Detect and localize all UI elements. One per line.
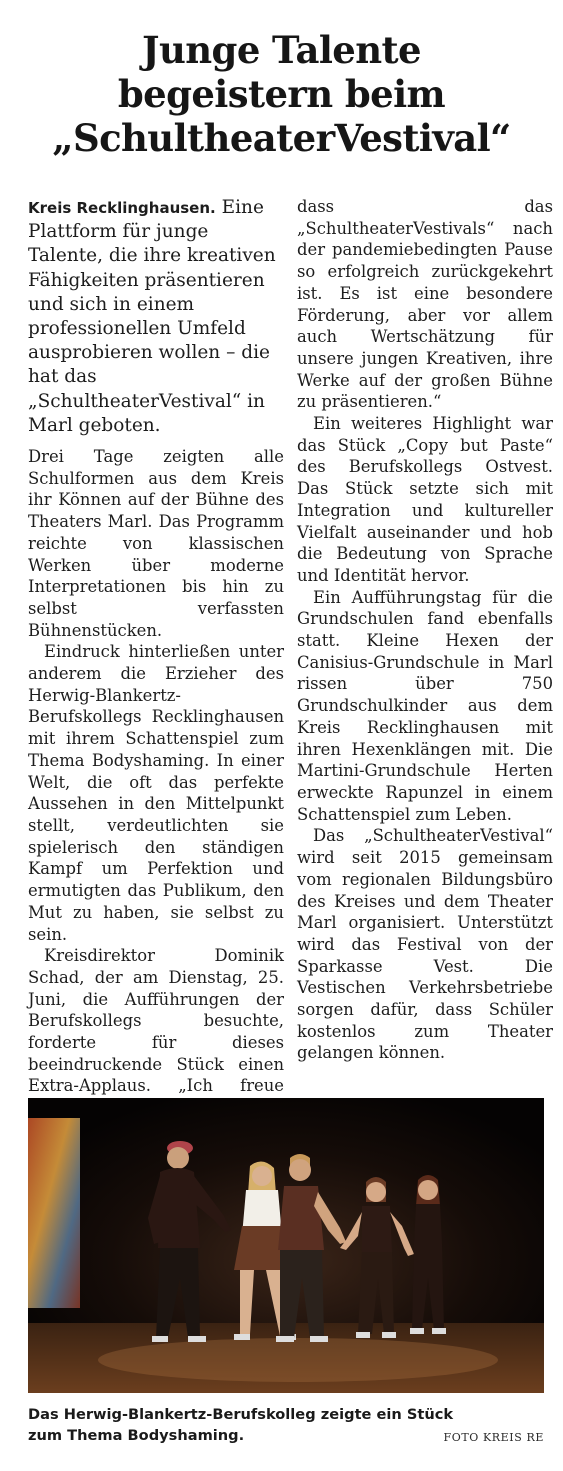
- dateline: Kreis Recklinghausen.: [28, 199, 216, 217]
- article-paragraph: Das „SchultheaterVestival“ wird seit 2015 gemeinsam vom regionalen Bildungsbüro des Kreises und dem Theater Marl organisiert. Unterstützt wird das Festival von der Sparkasse Vest. Die Vestischen Verkehrsbetriebe sorgen dafür, dass Schüler kostenlos zum Theater gelangen können.: [297, 826, 553, 1063]
- article-paragraph-continued: dass das „SchultheaterVestivals“ nach der pandemiebedingten Pause so erfolgreich zurückgekehrt ist. Es ist eine besondere Förderung, aber vor allem auch Wertschätzung für unsere jungen Kreativen, ihre Werke auf der großen Bühne zu präsentieren.“: [297, 197, 553, 412]
- headline-line-2: begeistern beim: [117, 72, 446, 116]
- article-paragraph: Ein Aufführungstag für die Grundschulen fand ebenfalls statt. Kleine Hexen der Canisius-Grundschule in Marl rissen über 750 Grundschulkinder aus dem Kreis Recklinghausen mit ihren Hexenklängen mit. Die Martini-Grundschule Herten erweckte Rapunzel in einem Schattenspiel zum Leben.: [297, 587, 553, 824]
- headline-line-3: „SchultheaterVestival“: [52, 116, 511, 160]
- article-paragraph: Eindruck hinterließen unter anderem die Erzieher des Herwig-Blankertz-Berufskollegs Recklinghausen mit ihrem Schattenspiel zum Thema Bodyshaming. In einer Welt, die oft das perfekte Aussehen in den Mittelpunkt stellt, verdeutlichten sie spielerisch den ständigen Kampf um Perfektion und ermutigten das Publikum, den Mut zu haben, sie selbst zu sein.: [28, 642, 284, 944]
- article-paragraph: Kreisdirektor Dominik Schad, der am Dienstag, 25. Juni, die Aufführungen der Berufskollegs besuchte, forderte für dieses beeindruckende Stück einen Extra-Applaus. „Ich freue: [28, 946, 284, 1096]
- stage-photo-illustration: [28, 1098, 544, 1393]
- headline-line-1: Junge Talente: [142, 28, 421, 72]
- article-column-left: [28, 196, 284, 1119]
- photo-credit: FOTO KREIS RE: [443, 1431, 544, 1444]
- stage-photo: [28, 1098, 544, 1393]
- lead-text: Eine Plattform für junge Talente, die ihre kreativen Fähigkeiten präsentieren und sich in einem professionellen Umfeld ausprobieren wollen – die hat das „SchultheaterVestival“ in Marl geboten.: [28, 197, 276, 436]
- headline: [20, 28, 543, 160]
- backdrop-painting: [28, 1118, 80, 1308]
- article-column-right: [297, 196, 553, 1064]
- article-lead: [28, 196, 284, 438]
- article-paragraph: Drei Tage zeigten alle Schulformen aus dem Kreis ihr Können auf der Bühne des Theaters Marl. Das Programm reichte von klassischen Werken über moderne Interpretationen bis hin zu selbst verfassten Bühnenstücken.: [28, 447, 284, 640]
- photo-caption: Das Herwig-Blankertz-Berufskolleg zeigte ein Stück zum Thema Bodyshaming.: [28, 1406, 454, 1444]
- article-paragraph: Ein weiteres Highlight war das Stück „Copy but Paste“ des Berufskollegs Ostvest. Das Stück setzte sich mit Integration und kultureller Vielfalt auseinander und hob die Bedeutung von Sprache und Identität hervor.: [297, 414, 553, 585]
